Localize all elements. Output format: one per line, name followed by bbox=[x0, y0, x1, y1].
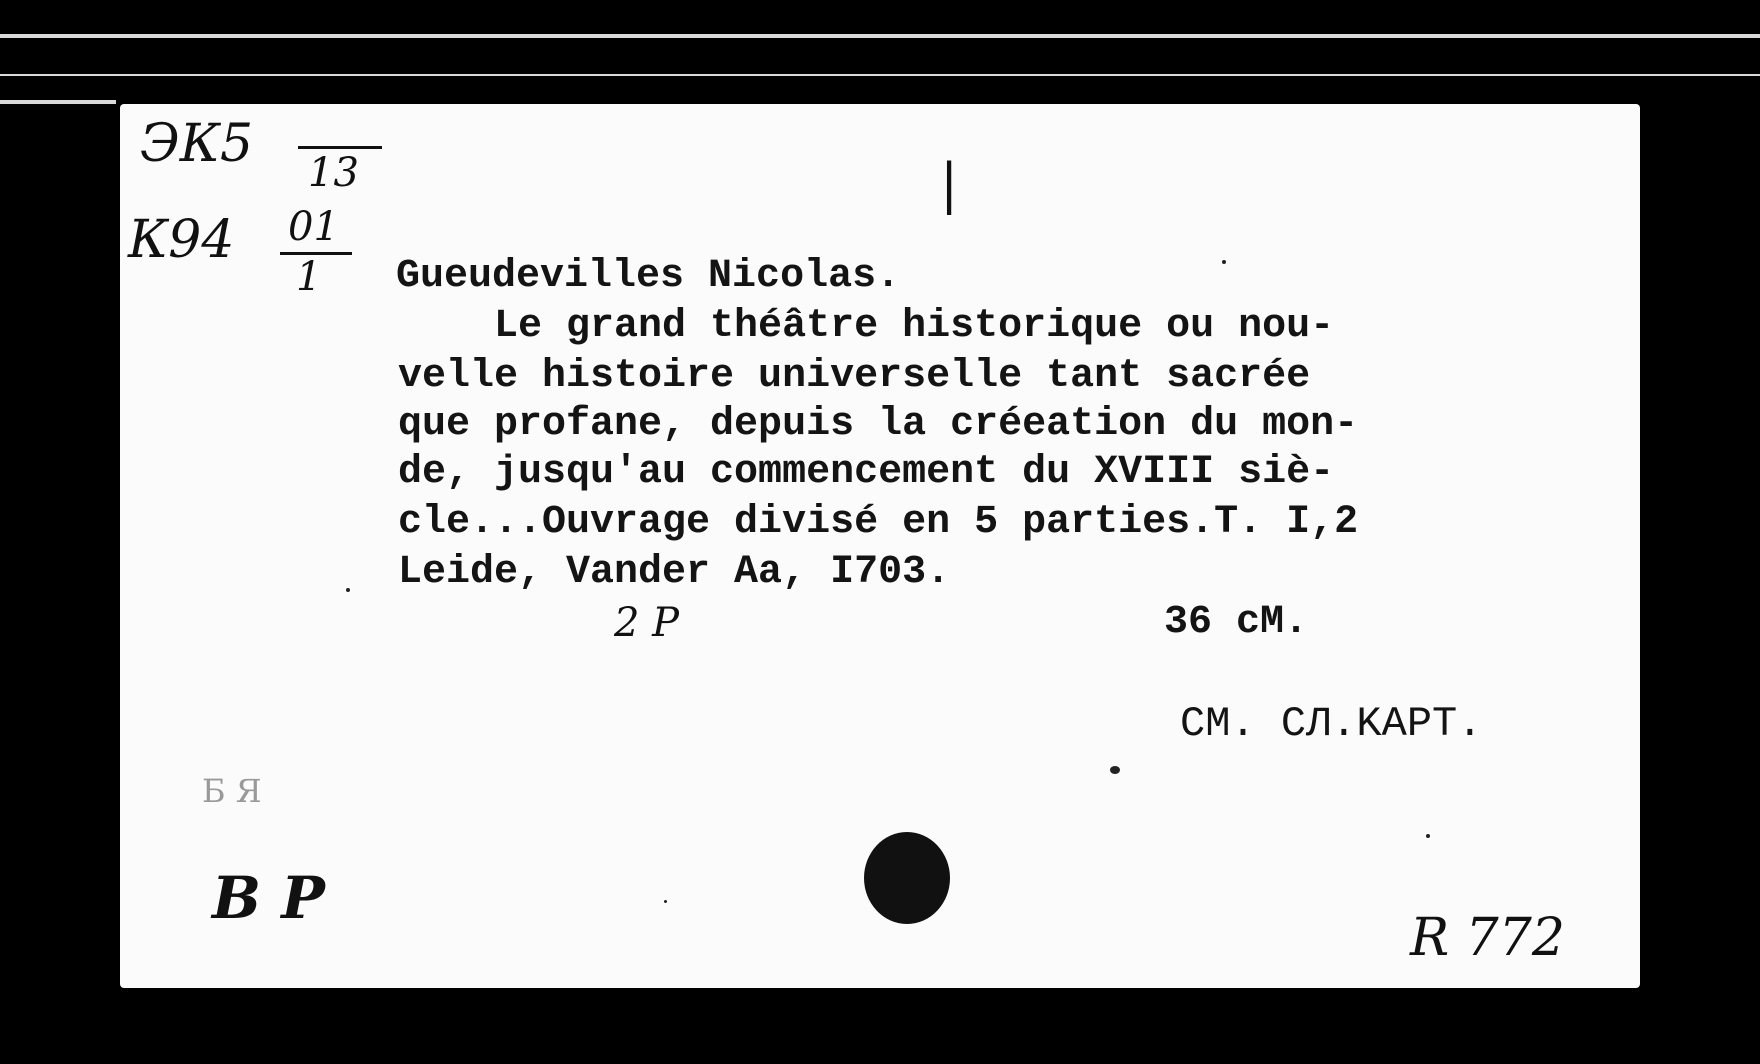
scan-edge-left bbox=[0, 100, 116, 104]
author-heading: Gueudevilles Nicolas. bbox=[396, 254, 901, 299]
stamp-bottom-left: В Р bbox=[212, 864, 325, 932]
title-line-4: de, jusqu'au commencement du XVIII siè- bbox=[398, 450, 1335, 495]
volume-mark: | bbox=[940, 152, 959, 215]
title-line-3: que profane, depuis la créeation du mon- bbox=[398, 402, 1359, 447]
ink-speck bbox=[1110, 766, 1120, 774]
scan-edge-upper bbox=[0, 74, 1760, 76]
title-line-1: Le grand théâtre historique ou nou- bbox=[398, 304, 1335, 349]
ink-speck bbox=[664, 900, 667, 903]
size-note: 36 cM. bbox=[1164, 600, 1309, 645]
inventory-number: R 772 bbox=[1410, 908, 1565, 968]
shelfmark-line2-numerator: 01 bbox=[288, 204, 339, 250]
title-line-2: velle histoire universelle tant sacrée bbox=[398, 354, 1311, 399]
shelfmark-line1-denominator: 13 bbox=[308, 150, 359, 196]
ink-speck bbox=[346, 588, 350, 592]
plates-note: 2 P bbox=[614, 600, 680, 646]
ink-speck bbox=[1222, 260, 1226, 264]
shelfmark-line1-bar bbox=[298, 146, 382, 149]
imprint-line: Leide, Vander Aa, I703. bbox=[398, 550, 951, 595]
scan-edge-top bbox=[0, 34, 1760, 38]
title-line-5: cle...Ouvrage divisé en 5 parties.T. I,2 bbox=[398, 500, 1359, 545]
shelfmark-line2-denominator: 1 bbox=[296, 254, 322, 300]
ink-speck bbox=[1426, 834, 1430, 838]
punch-hole bbox=[864, 832, 950, 924]
see-next-card-note: CM. CЛ.KAPT. bbox=[1180, 700, 1483, 748]
catalog-card bbox=[120, 104, 1640, 988]
shelfmark-line1-main: ЭК5 bbox=[140, 114, 254, 174]
faint-stamp: Б Я bbox=[202, 772, 262, 810]
shelfmark-line2-main: К94 bbox=[128, 210, 235, 270]
